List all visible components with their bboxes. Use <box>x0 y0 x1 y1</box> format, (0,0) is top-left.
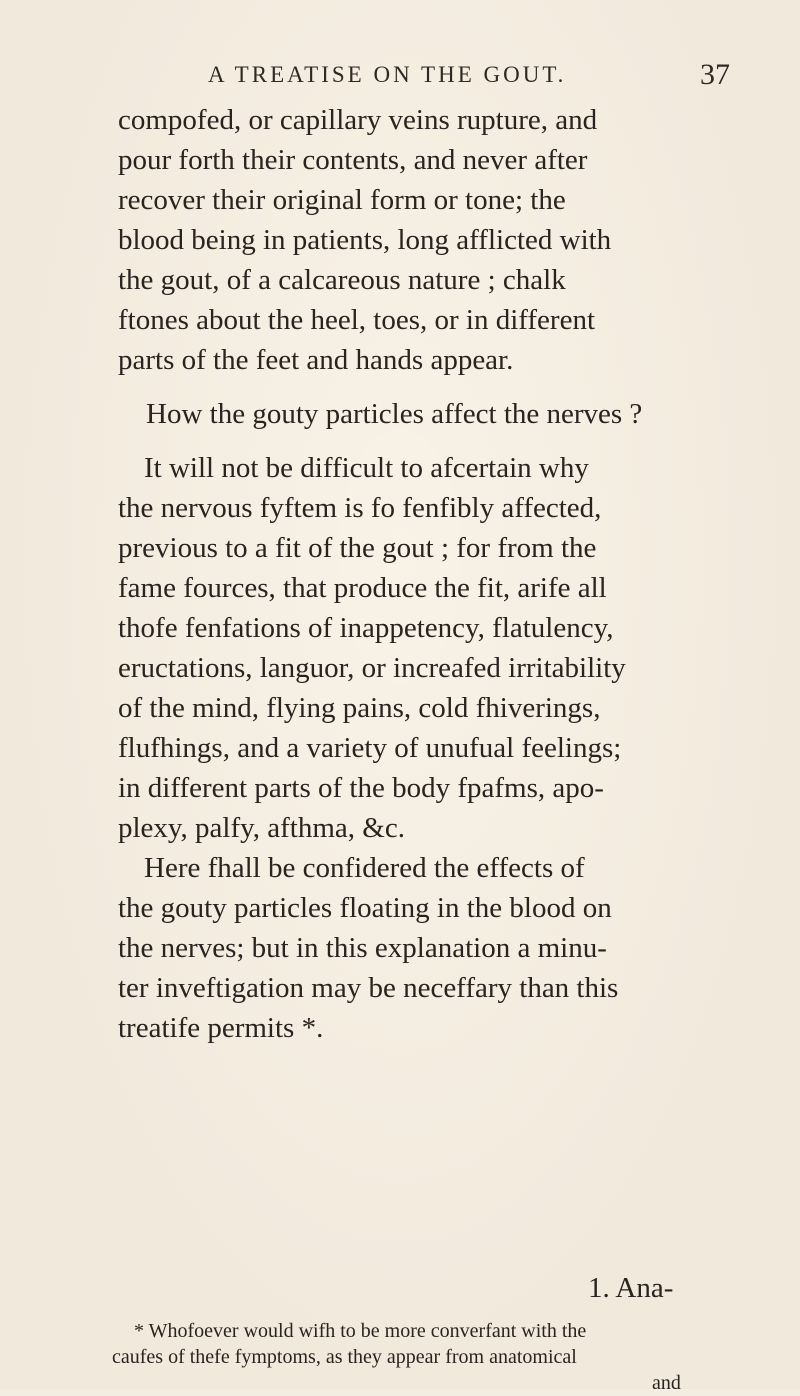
text-line: of the mind, flying pains, cold fhiverings, <box>118 692 601 724</box>
text-line: compofed, or capillary veins rupture, and <box>118 104 598 136</box>
text-line: thofe fenfations of inappetency, flatulency, <box>118 612 614 644</box>
text-line: flufhings, and a variety of unufual feelings; <box>118 732 622 764</box>
text-line: eructations, languor, or increafed irritability <box>118 652 626 684</box>
footnote <box>112 1318 752 1396</box>
page-header <box>0 50 800 100</box>
text-line: ter inveftigation may be neceffary than this <box>118 972 619 1004</box>
text-line: the nerves; but in this explanation a minu- <box>118 932 607 964</box>
paragraph-gap <box>118 380 718 394</box>
text-line: pour forth their contents, and never after <box>118 144 588 176</box>
text-line: Here fhall be confidered the effects of <box>144 852 585 884</box>
paragraph-gap <box>118 434 718 448</box>
footnote-catchword: and <box>652 1372 681 1394</box>
text-line: the gouty particles floating in the blood on <box>118 892 612 924</box>
text-line: the gout, of a calcareous nature ; chalk <box>118 264 566 296</box>
text-line: It will not be difficult to afcertain why <box>144 452 589 484</box>
text-line: in different parts of the body fpafms, apo- <box>118 772 604 804</box>
text-line: parts of the feet and hands appear. <box>118 344 514 376</box>
text-line: plexy, palfy, afthma, &c. <box>118 812 405 844</box>
footnote-line: caufes of thefe fymptoms, as they appear from anatomical <box>112 1346 577 1368</box>
text-line: treatife permits *. <box>118 1012 324 1044</box>
text-line: recover their original form or tone; the <box>118 184 566 216</box>
text-line: ftones about the heel, toes, or in different <box>118 304 596 336</box>
text-line: previous to a fit of the gout ; for from the <box>118 532 597 564</box>
text-line: blood being in patients, long afflicted with <box>118 224 612 256</box>
text-line: the nervous fyftem is fo fenfibly affected, <box>118 492 602 524</box>
body-text <box>118 100 718 1048</box>
section-heading: How the gouty particles affect the nerves ? <box>146 398 643 430</box>
running-title: A TREATISE ON THE GOUT. <box>208 62 567 87</box>
text-line: fame fources, that produce the fit, arife all <box>118 572 607 604</box>
page-number: 37 <box>700 58 730 91</box>
catchword: 1. Ana- <box>588 1272 674 1304</box>
footnote-line: * Whofoever would wifh to be more converfant with the <box>134 1320 587 1342</box>
